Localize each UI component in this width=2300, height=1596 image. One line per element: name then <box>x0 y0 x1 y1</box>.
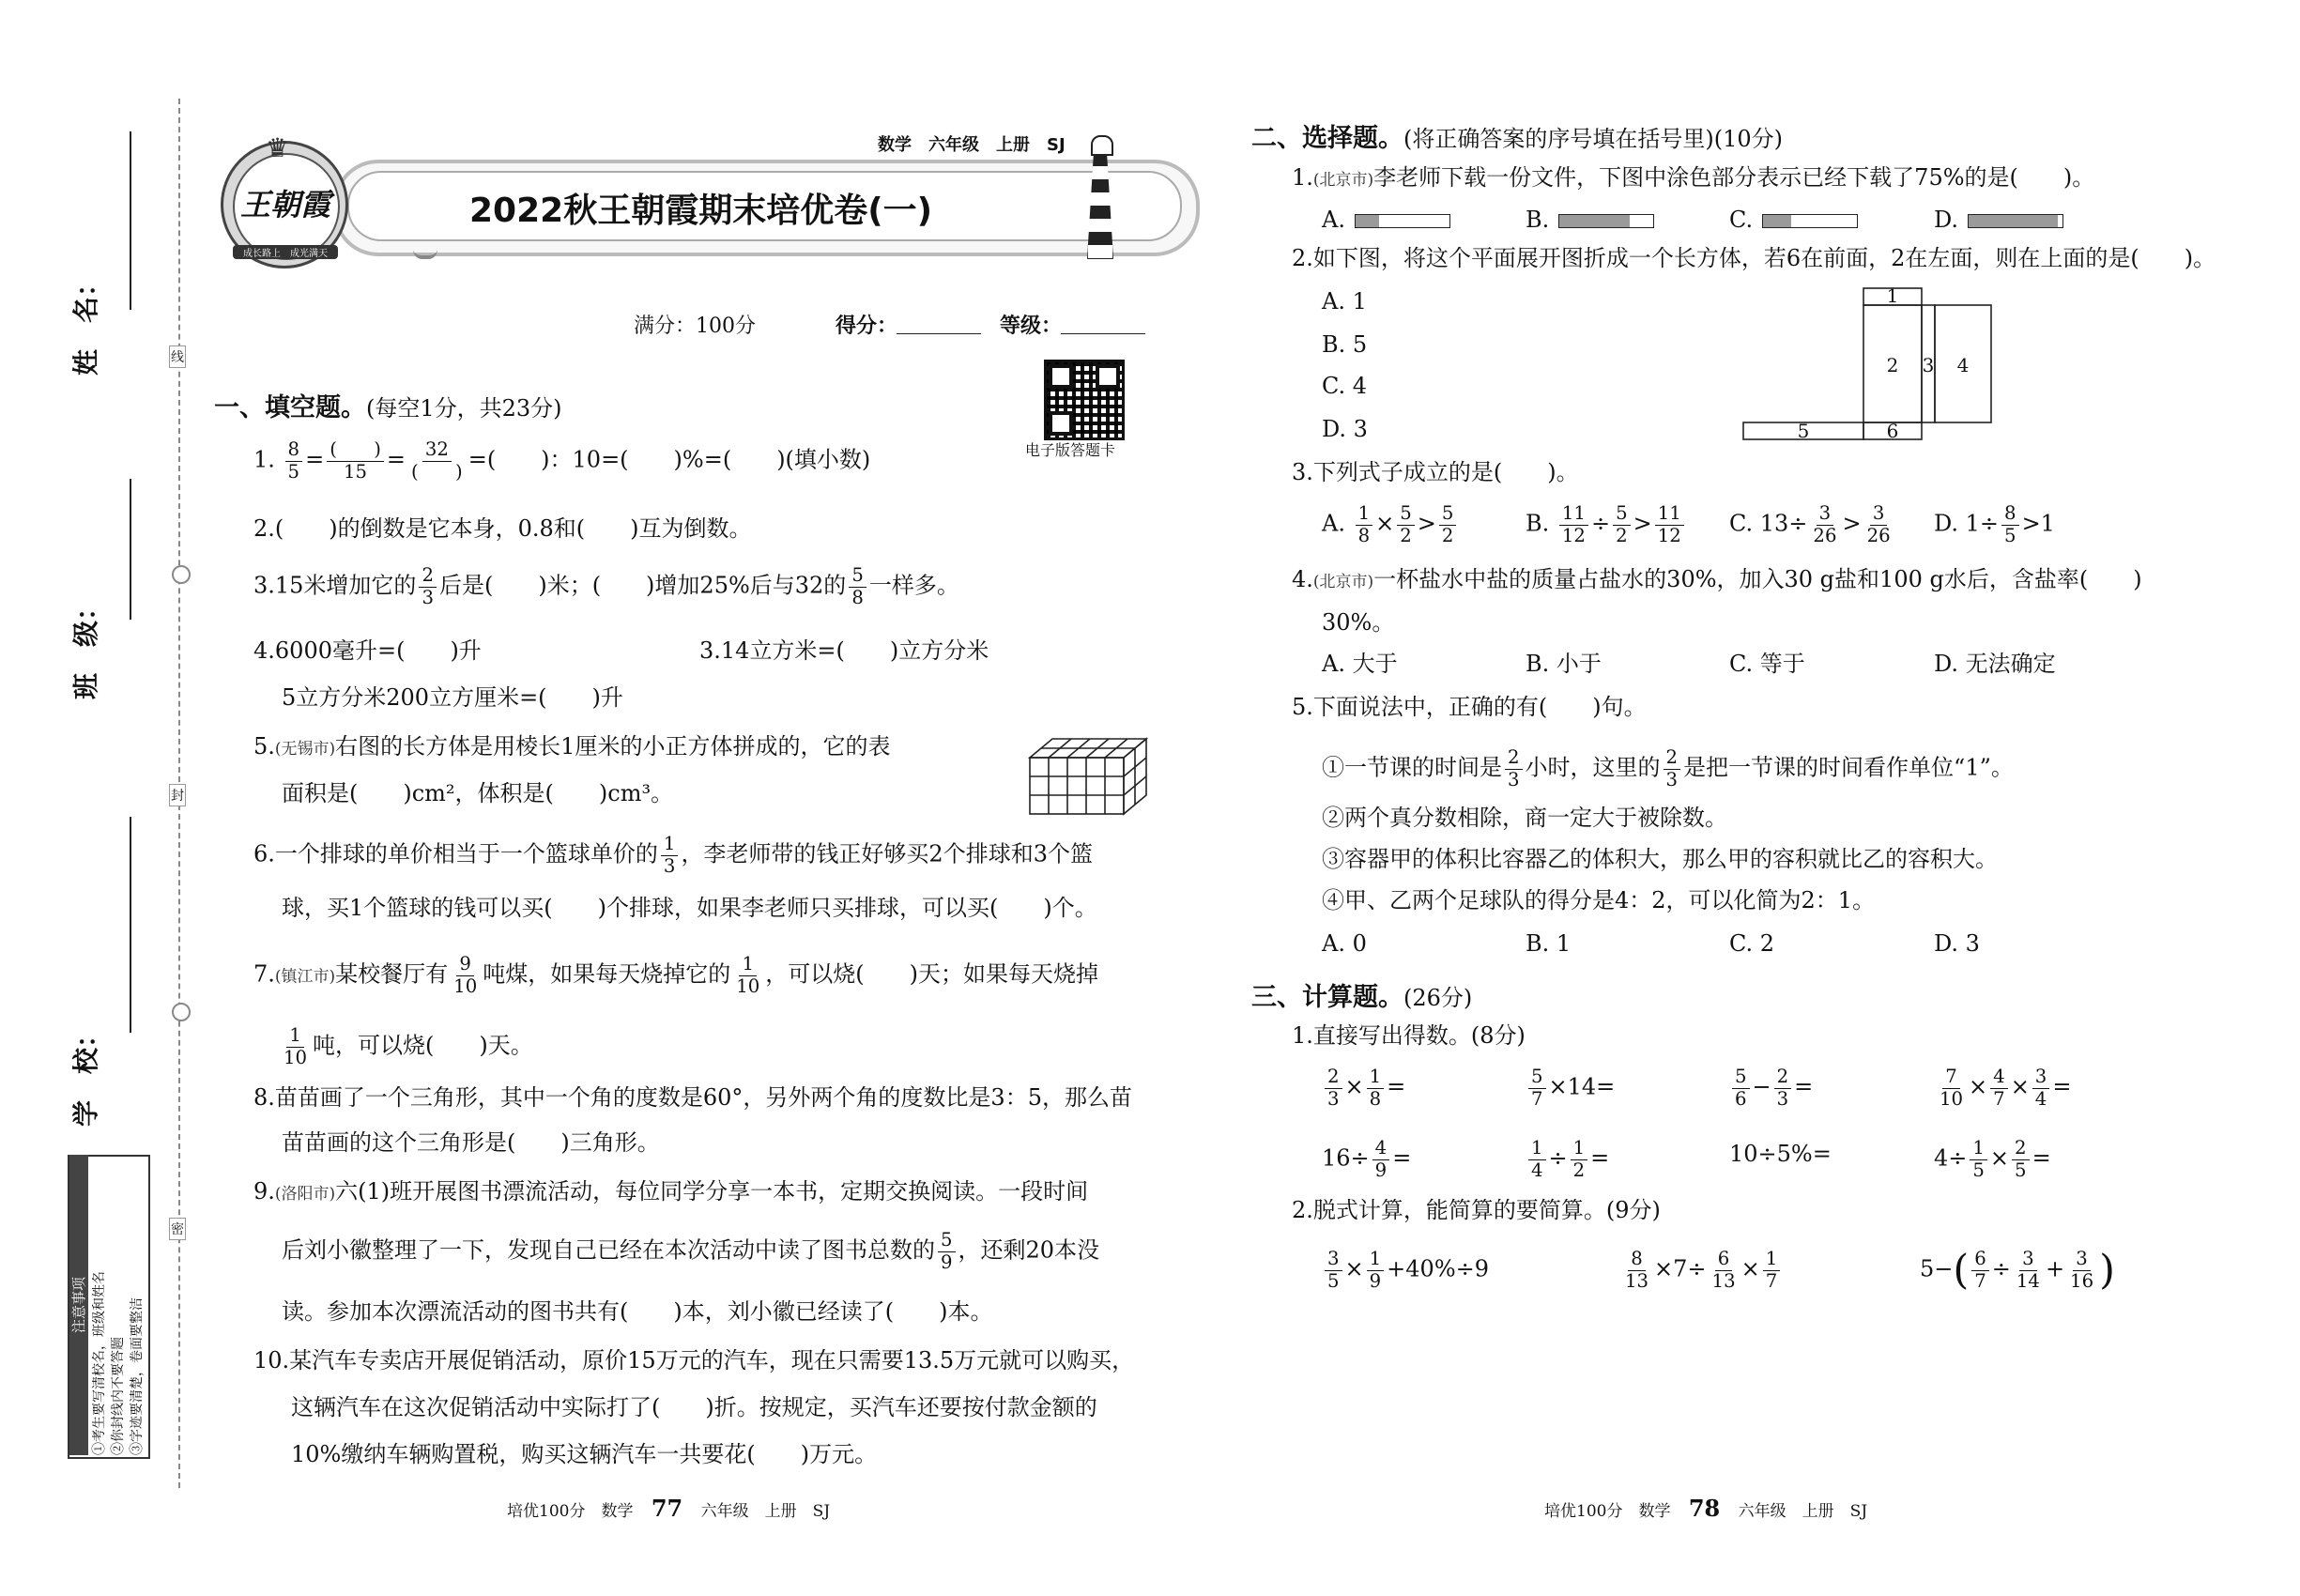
calc-item[interactable]: 10÷5%= <box>1729 1141 1832 1167</box>
net-label: 5 <box>1797 420 1810 441</box>
calc-expression[interactable]: $\frac{3}{5}$ × $\frac{1}{9}$ +40%÷9 <box>1322 1249 1489 1292</box>
logo-crown-icon: ♛ <box>266 132 290 163</box>
choice-5-statement-4: ④甲、乙两个足球队的得分是4：2，可以化简为2：1。 <box>1322 887 1876 913</box>
cut-mark-line: 线 <box>169 345 186 368</box>
section-note: (每空1分，共23分) <box>366 395 562 422</box>
cuboid-grid-figure <box>1028 737 1150 817</box>
calc-expression[interactable]: $\frac{8}{13}$ ×7÷ $\frac{6}{13}$ × $\frac{1}{7}$ <box>1619 1249 1783 1292</box>
logo-text: 王朝霞 <box>239 187 330 223</box>
section-fill-blank-title <box>214 387 562 423</box>
choice-5: 5.下面说法中，正确的有( )句。 <box>1292 694 1647 720</box>
full-score: 满分：100分 <box>634 315 756 338</box>
choice-3-option-a[interactable]: A. $\frac{1}{8}$ × $\frac{5}{2}$ > $\frac{5}{2}$ <box>1322 503 1459 546</box>
question-3: 3.15米增加它的 $\frac{2}{3}$ 后是( )米；( )增加25%后与32的 $\frac{5}{8}$ 一样多。 <box>253 564 959 608</box>
calc-1-title: 1.直接写出得数。(8分) <box>1292 1022 1526 1049</box>
question-8b: 苗苗画的这个三角形是( )三角形。 <box>282 1129 660 1156</box>
school-label: 学 校： <box>70 1021 101 1127</box>
choice-4-option-a[interactable]: A. 大于 <box>1322 651 1398 677</box>
net-label: 1 <box>1886 286 1899 307</box>
choice-2-option-a[interactable]: A. 1 <box>1322 288 1367 315</box>
fraction: $\frac{8}{5}$ <box>285 439 303 483</box>
q-number: 1. <box>253 446 275 473</box>
cuboid-net-figure <box>1741 286 2014 441</box>
choice-3-option-b[interactable]: B. $\frac{11}{12}$ ÷ $\frac{5}{2}$ > $\frac{11}{12}$ <box>1526 503 1687 546</box>
score-input[interactable] <box>897 333 981 334</box>
question-10c: 10%缴纳车辆购置税，购买这辆汽车一共要花( )万元。 <box>291 1441 878 1467</box>
question-9c: 读。参加本次漂流活动的图书共有( )本，刘小徽已经读了( )本。 <box>282 1298 993 1325</box>
question-9a: 9.(洛阳市)六(1)班开展图书漂流活动，每位同学分享一本书，定期交换阅读。一段时间 <box>253 1178 1089 1205</box>
choice-5-option-d[interactable]: D. 3 <box>1934 930 1980 957</box>
question-4a: 4.6000毫升=( )升 <box>253 637 482 664</box>
page-number: 78 <box>1688 1495 1721 1522</box>
choice-1: 1.(北京市)李老师下载一份文件，下图中涂色部分表示已经下载了75%的是( )。 <box>1292 164 2095 191</box>
choice-5-statement-1: ①一节课的时间是 $\frac{2}{3}$ 小时，这里的 $\frac{2}{3}$ 是把一节课的时间看作单位“1”。 <box>1322 746 2014 790</box>
choice-2-option-c[interactable]: C. 4 <box>1322 373 1368 399</box>
choice-1-option-b[interactable]: B. <box>1526 204 1654 236</box>
notice-item: ③字迹要清楚，卷面要整洁 <box>130 1297 145 1455</box>
margin-circle-1 <box>172 565 191 584</box>
choice-4-option-b[interactable]: B. 小于 <box>1526 651 1602 677</box>
choice-5-statement-2: ②两个真分数相除，商一定大于被除数。 <box>1322 805 1727 831</box>
choice-4a: 4.(北京市)一杯盐水中盐的质量占盐水的30%，加入30 g盐和100 g水后，含盐率( ) <box>1292 566 2142 592</box>
progress-bar <box>1968 214 2063 228</box>
question-7b: $\frac{1}{10}$ 吨，可以烧( )天。 <box>284 1024 533 1068</box>
class-label: 班 级： <box>70 593 101 699</box>
choice-4-option-d[interactable]: D. 无法确定 <box>1934 651 2056 677</box>
fraction[interactable]: ( ) 15 <box>327 439 384 483</box>
progress-bar <box>1762 214 1858 228</box>
choice-2: 2.如下图，将这个平面展开图折成一个长方体，若6在前面，2在左面，则在上面的是( )。 <box>1292 245 2216 271</box>
choice-1-option-a[interactable]: A. <box>1322 204 1450 236</box>
footer-right: 培优100分 数学 78 六年级 上册 SJ <box>1544 1495 1868 1522</box>
name-label: 姓 名： <box>70 269 101 376</box>
calc-item[interactable]: $\frac{5}{6}$ − $\frac{2}{3}$ = <box>1729 1067 1813 1110</box>
page-title: 2022秋王朝霞期末培优卷(一) <box>469 192 933 230</box>
calc-item[interactable]: $\frac{7}{10}$ × $\frac{4}{7}$ × $\frac{3}{4}$ = <box>1940 1066 2072 1110</box>
net-label: 6 <box>1886 420 1899 441</box>
footer-left: 培优100分 数学 77 六年级 上册 SJ <box>507 1495 831 1522</box>
logo-caption: 成长路上 成光满天 <box>233 245 338 259</box>
choice-3: 3.下列式子成立的是( )。 <box>1292 459 1579 485</box>
choice-5-statement-3: ③容器甲的体积比容器乙的体积大，那么甲的容积就比乙的容积大。 <box>1322 846 1998 872</box>
choice-5-option-c[interactable]: C. 2 <box>1729 930 1775 957</box>
calc-item[interactable]: $\frac{1}{4}$ ÷ $\frac{1}{2}$ = <box>1526 1138 1609 1181</box>
q-text: =( )：10=( )%=( )(填小数) <box>468 446 871 473</box>
calc-item[interactable]: $\frac{5}{7}$ ×14= <box>1526 1067 1615 1110</box>
page-number: 77 <box>651 1495 683 1522</box>
question-1: 1. $\frac{8}{5}$ = ( ) 15 = 32 ( ) =( )：10=( )%=( )(填小数) <box>253 438 871 483</box>
question-9b: 后刘小徽整理了一下，发现自己已经在本次活动中读了图书总数的 $\frac{5}{9}$ ，还剩20本没 <box>282 1229 1100 1273</box>
qr-caption: 电子版答题卡 <box>1025 441 1116 459</box>
choice-5-option-b[interactable]: B. 1 <box>1526 930 1572 957</box>
notice-item: ②你封线内不要答题 <box>111 1337 126 1455</box>
logo-badge <box>221 132 348 269</box>
question-4b: 3.14立方米=( )立方分米 <box>699 637 989 664</box>
section-choice-title: 二、选择题。(将正确答案的序号填在括号里)(10分) <box>1251 124 1783 153</box>
question-4c: 5立方分米200立方厘米=( )升 <box>282 684 623 711</box>
fraction[interactable]: 32 ( ) <box>411 438 463 483</box>
score-label: 得分： <box>836 315 898 338</box>
choice-2-option-d[interactable]: D. 3 <box>1322 416 1368 442</box>
question-10a: 10.某汽车专卖店开展促销活动，原价15万元的汽车，现在只需要13.5万元就可以购买， <box>253 1347 1135 1373</box>
question-6b: 球，买1个篮球的钱可以买( )个排球，如果李老师只买排球，可以买( )个。 <box>282 895 1097 921</box>
name-field[interactable] <box>70 131 160 376</box>
calc-item[interactable]: $\frac{2}{3}$ × $\frac{1}{8}$ = <box>1322 1067 1405 1110</box>
question-6a: 6.一个排球的单价相当于一个篮球单价的 $\frac{1}{3}$ ，李老师带的钱正好够买2个排球和3个篮 <box>253 833 1093 877</box>
calc-expression[interactable]: 5−( $\frac{6}{7}$ ÷ $\frac{3}{14}$ + $\frac{3}{16}$ ) <box>1920 1247 2115 1295</box>
net-label: 4 <box>1956 354 1970 376</box>
question-10b: 这辆汽车在这次促销活动中实际打了( )折。按规定，买汽车还要按付款金额的 <box>291 1394 1097 1420</box>
section-title: 一、填空题。 <box>214 393 366 422</box>
calc-item[interactable]: 16÷ $\frac{4}{9}$ = <box>1322 1137 1412 1181</box>
notice-box <box>68 1155 150 1459</box>
cut-mark-seal: 封 <box>169 784 186 806</box>
qr-code[interactable] <box>1044 360 1125 440</box>
choice-1-option-c[interactable]: C. <box>1729 204 1858 236</box>
choice-5-option-a[interactable]: A. 0 <box>1322 930 1367 957</box>
choice-2-option-b[interactable]: B. 5 <box>1322 331 1368 358</box>
choice-4b: 30%。 <box>1322 609 1395 636</box>
net-label: 3 <box>1922 354 1935 376</box>
section-calc-title: 三、计算题。(26分) <box>1251 983 1473 1012</box>
boat-icon <box>413 246 437 259</box>
notice-title: 注意事项 <box>69 1155 88 1455</box>
class-field[interactable] <box>70 479 160 723</box>
progress-bar <box>1558 214 1654 228</box>
margin-circle-2 <box>172 1003 191 1021</box>
notice-item: ①考生要写清校名，班级和姓名 <box>92 1271 107 1455</box>
grade-label: 等级： <box>1000 315 1063 338</box>
net-label: 2 <box>1886 354 1899 376</box>
school-field[interactable] <box>70 817 160 1127</box>
grade-input[interactable] <box>1061 333 1145 334</box>
calc-item[interactable]: 4÷ $\frac{1}{5}$ × $\frac{2}{5}$ = <box>1934 1137 2051 1181</box>
lighthouse-icon <box>1080 131 1121 258</box>
question-2: 2.( )的倒数是它本身，0.8和( )互为倒数。 <box>253 515 752 542</box>
question-8a: 8.苗苗画了一个三角形，其中一个角的度数是60°，另外两个角的度数比是3：5，那么苗 <box>253 1084 1132 1111</box>
choice-3-option-d[interactable]: D. 1÷ $\frac{8}{5}$ >1 <box>1934 502 2055 546</box>
question-5b: 面积是( )cm²，体积是( )cm³。 <box>282 780 674 806</box>
choice-3-option-c[interactable]: C. 13÷ $\frac{3}{26}$ > $\frac{3}{26}$ <box>1729 502 1891 546</box>
progress-bar <box>1355 214 1450 228</box>
calc-2-title: 2.脱式计算，能简算的要简算。(9分) <box>1292 1197 1661 1223</box>
header-banner <box>202 131 1197 272</box>
question-7a: 7.(镇江市)某校餐厅有 $\frac{9}{10}$ 吨煤，如果每天烧掉它的 $\frac{1}{10}$ ，可以烧( )天；如果每天烧掉 <box>253 953 1098 997</box>
cut-mark-secret: 密 <box>169 1218 186 1240</box>
choice-4-option-c[interactable]: C. 等于 <box>1729 651 1805 677</box>
choice-1-option-d[interactable]: D. <box>1934 204 2063 236</box>
subject-tags: 数学 六年级 上册 SJ <box>878 135 1066 155</box>
question-5a: 5.(无锡市)右图的长方体是用棱长1厘米的小正方体拼成的，它的表 <box>253 733 891 760</box>
